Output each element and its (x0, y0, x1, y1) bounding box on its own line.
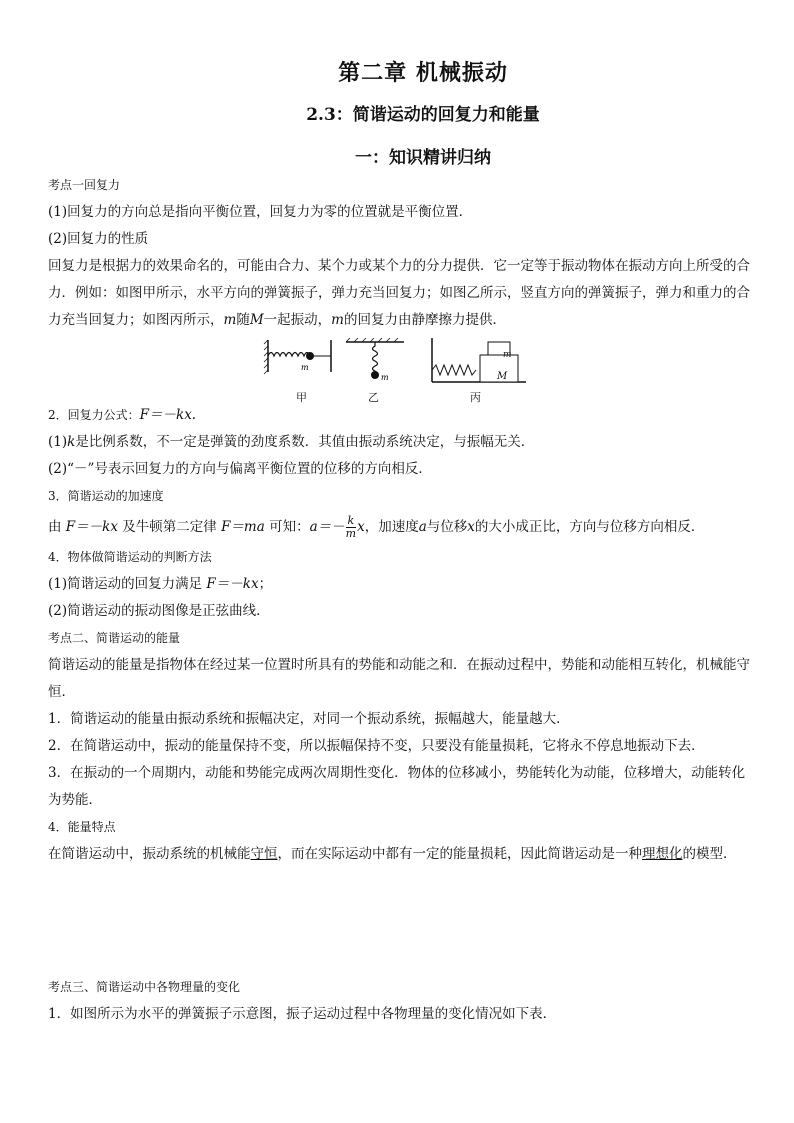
accel-post1: ，加速度 (364, 519, 419, 535)
fraction-denominator: m (345, 527, 357, 540)
fig-jia-m: m (301, 363, 309, 372)
judge1-post: ； (258, 576, 273, 592)
chapter-title: 第二章 机械振动 (338, 60, 508, 86)
accel-post3: 的大小成正比，方向与位移方向相反． (474, 519, 705, 535)
para-text-c: 一起振动， (263, 312, 332, 328)
feature-underline-idealized: 理想化 (642, 846, 683, 862)
point1-line2: (2)回复力的性质 (48, 231, 149, 247)
spring-figures (48, 338, 758, 402)
accel-x2: x (467, 519, 475, 535)
point2-intro: 简谐运动的能量是指物体在经过某一位置时所具有的势能和动能之和．在振动过程中，势能和动能相互转化，机械能守恒． (48, 657, 750, 700)
formula-item2: (2)“－”号表示回复力的方向与偏离平衡位置的位移的方向相反． (48, 461, 432, 477)
document-body (48, 172, 758, 1028)
para-M: M (249, 312, 264, 328)
spring-figures-svg (48, 338, 758, 402)
judge1-formula: F＝－kx (206, 576, 259, 592)
judge-heading: 4．物体做简谐运动的判断方法 (48, 550, 212, 564)
feature-paragraph (48, 841, 758, 868)
accel-mid2: 可知： (269, 519, 310, 535)
accel-line (48, 510, 758, 544)
formula-item1 (48, 429, 758, 456)
feature-underline-conservation: 守恒 (250, 846, 278, 862)
item1-k: k (67, 434, 76, 450)
point1-paragraph (48, 253, 758, 334)
accel-fraction (346, 515, 356, 540)
para-text-a: 回复力是根据力的效果命名的，可能由合力、某个力或某个力的分力提供．它一定等于振动物体在振动方向上所受的合力．例如：如图甲所示，水平方向的弹簧振子，弹力充当回复力；如图乙所示，竖直方向的弹簧振子，弹力和重力的合力充当回复力；如图丙所示， (48, 258, 750, 328)
point1-heading: 考点一回复力 (48, 178, 121, 192)
item1-text: 是比例系数，不一定是弹簧的劲度系数．其值由振动系统决定，与振幅无关． (75, 434, 535, 450)
formula-restoring-force: F＝－kx. (139, 407, 197, 423)
point3-item1: 1．如图所示为水平的弹簧振子示意图，振子运动过程中各物理量的变化情况如下表． (48, 1006, 557, 1022)
point3-heading: 考点三、简谐运动中各物理量的变化 (48, 980, 241, 994)
accel-a: a＝－ (309, 519, 345, 535)
formula-heading (48, 402, 758, 429)
fig-label-bing: 丙 (470, 391, 481, 404)
accel-pre: 由 (48, 519, 62, 535)
judge-item2: (2)简谐运动的振动图像是正弦曲线． (48, 603, 270, 619)
accel-mid: 及牛顿第二定律 (122, 519, 217, 535)
accel-post2: 与位移 (426, 519, 468, 535)
fig-bing-m: m (503, 350, 512, 360)
feature-heading: 4．能量特点 (48, 820, 116, 834)
para-text-d: 的回复力由静摩擦力提供． (343, 312, 506, 328)
fig-label-jia: 甲 (296, 391, 307, 404)
para-m1: m (223, 312, 237, 328)
fig-yi-m: m (381, 373, 389, 382)
formula-heading-text: 2．回复力公式： (48, 408, 140, 422)
judge1-pre: (1)简谐运动的回复力满足 (48, 576, 203, 592)
para-m2: m (331, 312, 344, 328)
lesson-subtitle: 2.3：简谐运动的回复力和能量 (306, 105, 540, 125)
blank-gap (48, 868, 758, 974)
point2-heading: 考点二、简谐运动的能量 (48, 631, 181, 645)
feature-a: 在简谐运动中，振动系统的机械能 (48, 846, 251, 862)
accel-heading: 3．简谐运动的加速度 (48, 489, 164, 503)
figure-jia (264, 340, 331, 374)
fig-label-yi: 乙 (368, 391, 379, 404)
feature-c: 的模型． (682, 846, 737, 862)
figure-yi (346, 338, 404, 382)
fig-bing-M: M (497, 371, 508, 382)
point2-item3: 3．在振动的一个周期内，动能和势能完成两次周期性变化．物体的位移减小，势能转化为动能，位移增大，动能转化为势能． (48, 765, 746, 808)
accel-f1: F＝－kx (65, 519, 118, 535)
point2-item2: 2．在简谐运动中，振动的能量保持不变，所以振幅保持不变，只要没有能量损耗，它将永不停息地振动下去． (48, 738, 705, 754)
para-text-b: 随 (236, 312, 250, 328)
judge-item1 (48, 571, 758, 598)
accel-f2: F＝ma (221, 519, 265, 535)
point1-line1: (1)回复力的方向总是指向平衡位置，回复力为零的位置就是平衡位置． (48, 204, 473, 220)
fraction-numerator: k (347, 514, 355, 527)
figure-bing (432, 338, 526, 382)
section-title: 一：知识精讲归纳 (355, 148, 491, 168)
accel-a2: a (418, 519, 427, 535)
accel-x: x (357, 519, 365, 535)
point2-item1: 1．简谐运动的能量由振动系统和振幅决定，对同一个振动系统，振幅越大，能量越大． (48, 711, 570, 727)
feature-b: ，而在实际运动中都有一定的能量损耗，因此简谐运动是一种 (277, 846, 642, 862)
item1-prefix: (1) (48, 434, 68, 450)
